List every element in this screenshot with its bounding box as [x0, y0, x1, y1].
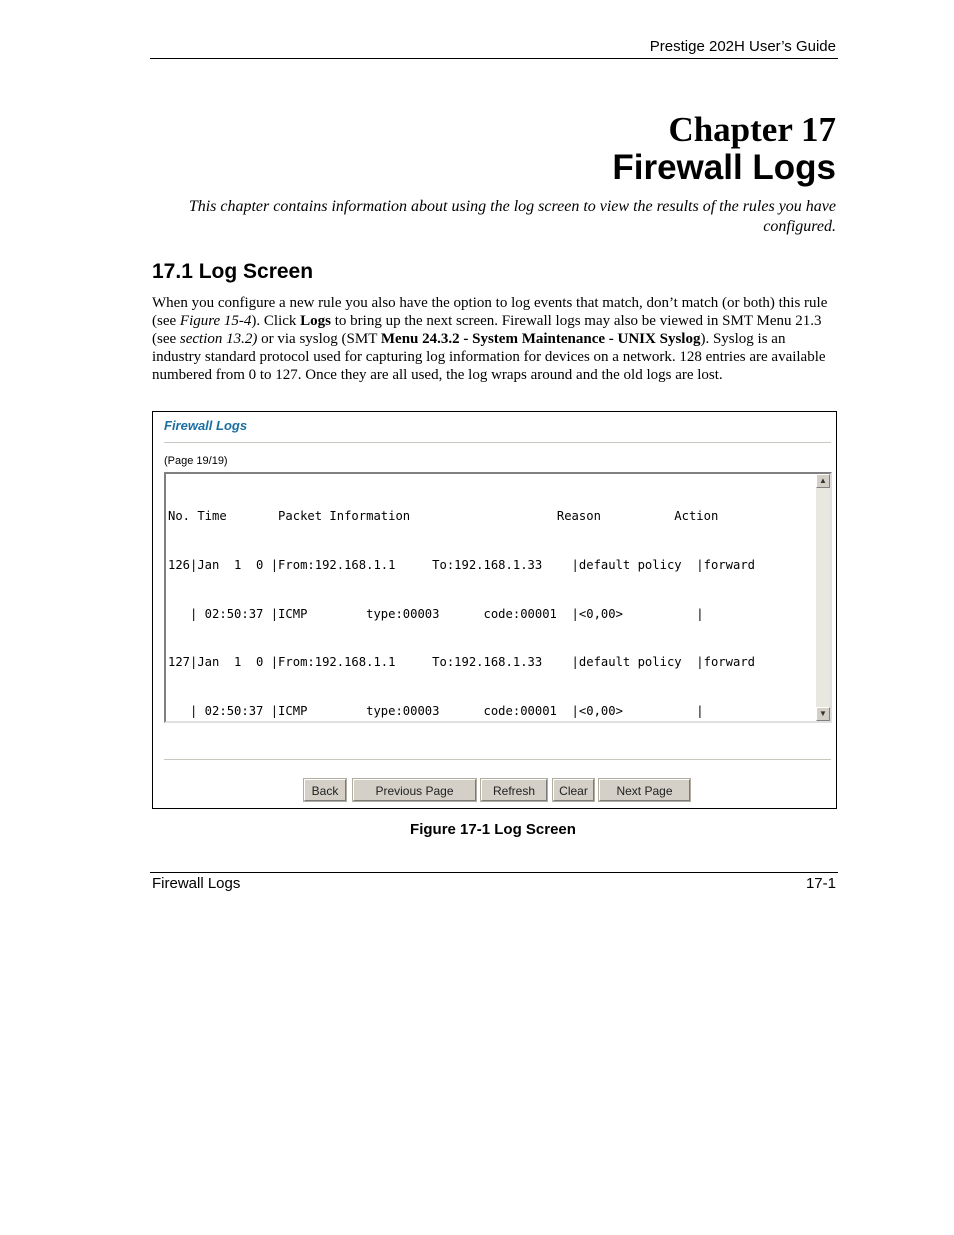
page-number: 17-1 [805, 875, 836, 892]
log-lines [168, 476, 816, 751]
log-scrollbar[interactable] [816, 474, 830, 721]
button-divider [164, 759, 831, 761]
figure-caption: Figure 17-1 Log Screen [410, 821, 576, 838]
scroll-down-arrow-icon[interactable]: ▼ [816, 707, 830, 721]
log-header-row: No. Time Packet Information Reason Action [168, 509, 719, 524]
body-text-5: ). Syslog is an industry standard protocol used for capturing log information for devices on a network. 128 entries are available numbered from 0 to 127. Once they are all used, the log wraps around and the old logs are lost. [152, 331, 826, 383]
page-indicator: (Page 19/19) [164, 455, 228, 467]
scroll-up-arrow-icon[interactable]: ▲ [816, 474, 830, 488]
chapter-intro: This chapter contains information about using the log screen to view the results of the rules you have configured. [188, 198, 836, 235]
title-divider [164, 442, 831, 444]
chapter-number: Chapter 17 [668, 110, 836, 149]
figure-reference: Figure 15-4 [179, 313, 252, 329]
body-text-4: or via syslog (SMT [257, 331, 381, 347]
footer-chapter-name: Firewall Logs [152, 875, 241, 892]
log-textarea[interactable] [164, 472, 832, 723]
log-row: 127|Jan 1 0 |From:192.168.1.1 To:192.168.1.33 |default policy |forward [168, 655, 755, 670]
log-row: 126|Jan 1 0 |From:192.168.1.1 To:192.168.1.33 |default policy |forward [168, 558, 755, 573]
previous-page-button[interactable]: Previous Page [353, 779, 476, 801]
syslog-menu-term: Menu 24.3.2 - System Maintenance - UNIX Syslog [380, 331, 701, 347]
running-header: Prestige 202H User’s Guide [649, 38, 836, 55]
body-text-3: to bring up the next screen. Firewall logs may also be viewed in SMT Menu 21.3 (see [152, 313, 822, 347]
clear-button[interactable]: Clear [553, 779, 594, 801]
body-text-1: When you configure a new rule you also have the option to log events that match, don’t match (or both) this rule (see [152, 295, 828, 329]
header-rule [150, 58, 838, 59]
next-page-button[interactable]: Next Page [599, 779, 690, 801]
figure-screenshot [152, 411, 837, 809]
firewall-logs-title: Firewall Logs [164, 418, 248, 433]
section-body [152, 294, 836, 384]
chapter-title: Firewall Logs [612, 148, 836, 187]
log-row: | 02:50:37 |ICMP type:00003 code:00001 |<0,00> | [168, 606, 704, 621]
section-reference: section 13.2) [179, 331, 258, 347]
footer-rule [150, 872, 838, 873]
refresh-button[interactable]: Refresh [481, 779, 547, 801]
section-heading: 17.1 Log Screen [152, 260, 314, 283]
back-button[interactable]: Back [304, 779, 346, 801]
body-text-2: ). Click [251, 313, 301, 329]
log-row: | 02:50:37 |ICMP type:00003 code:00001 |<0,00> | [168, 703, 704, 718]
logs-term: Logs [300, 313, 332, 329]
